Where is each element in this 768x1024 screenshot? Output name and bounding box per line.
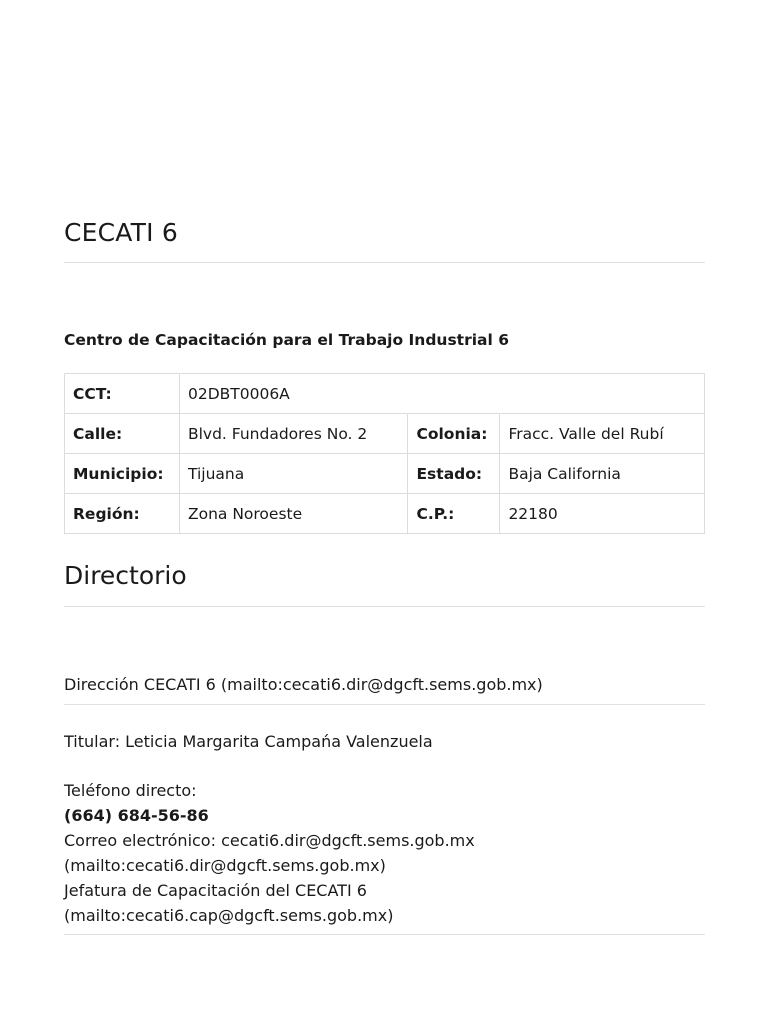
municipio-label: Municipio: bbox=[65, 454, 180, 494]
direccion-link[interactable]: Dirección CECATI 6 (mailto:cecati6.dir@dgcft.sems.gob.mx) bbox=[64, 675, 543, 694]
directory-divider bbox=[64, 606, 705, 607]
calle-label: Calle: bbox=[65, 414, 180, 454]
email-mailto-link[interactable]: (mailto:cecati6.dir@dgcft.sems.gob.mx) bbox=[64, 856, 386, 875]
table-row bbox=[65, 374, 705, 414]
cct-label: CCT: bbox=[65, 374, 180, 414]
directory-title: Directorio bbox=[64, 561, 187, 590]
direccion-divider bbox=[64, 704, 705, 705]
cp-label: C.P.: bbox=[408, 494, 500, 534]
estado-value: Baja California bbox=[500, 454, 705, 494]
phone-value: (664) 684-56-86 bbox=[64, 806, 209, 825]
email-line: Correo electrónico: cecati6.dir@dgcft.sems.gob.mx bbox=[64, 831, 475, 850]
colonia-value: Fracc. Valle del Rubí bbox=[500, 414, 705, 454]
table-row bbox=[65, 414, 705, 454]
colonia-label: Colonia: bbox=[408, 414, 500, 454]
center-info-table bbox=[64, 373, 705, 534]
jefatura-mailto-link[interactable]: (mailto:cecati6.cap@dgcft.sems.gob.mx) bbox=[64, 906, 394, 925]
jefatura-line: Jefatura de Capacitación del CECATI 6 bbox=[64, 881, 367, 900]
phone-label: Teléfono directo: bbox=[64, 781, 197, 800]
table-row bbox=[65, 494, 705, 534]
table-row bbox=[65, 454, 705, 494]
page-title: CECATI 6 bbox=[64, 218, 178, 247]
contact-details bbox=[64, 729, 705, 928]
center-full-name: Centro de Capacitación para el Trabajo Industrial 6 bbox=[64, 331, 510, 349]
cct-value: 02DBT0006A bbox=[179, 374, 704, 414]
estado-label: Estado: bbox=[408, 454, 500, 494]
municipio-value: Tijuana bbox=[179, 454, 408, 494]
region-value: Zona Noroeste bbox=[179, 494, 408, 534]
title-divider bbox=[64, 262, 705, 263]
spacer bbox=[64, 754, 705, 778]
region-label: Región: bbox=[65, 494, 180, 534]
cp-value: 22180 bbox=[500, 494, 705, 534]
titular-text: Titular: Leticia Margarita Campańa Valenzuela bbox=[64, 732, 433, 751]
contact-divider bbox=[64, 934, 705, 935]
calle-value: Blvd. Fundadores No. 2 bbox=[179, 414, 408, 454]
